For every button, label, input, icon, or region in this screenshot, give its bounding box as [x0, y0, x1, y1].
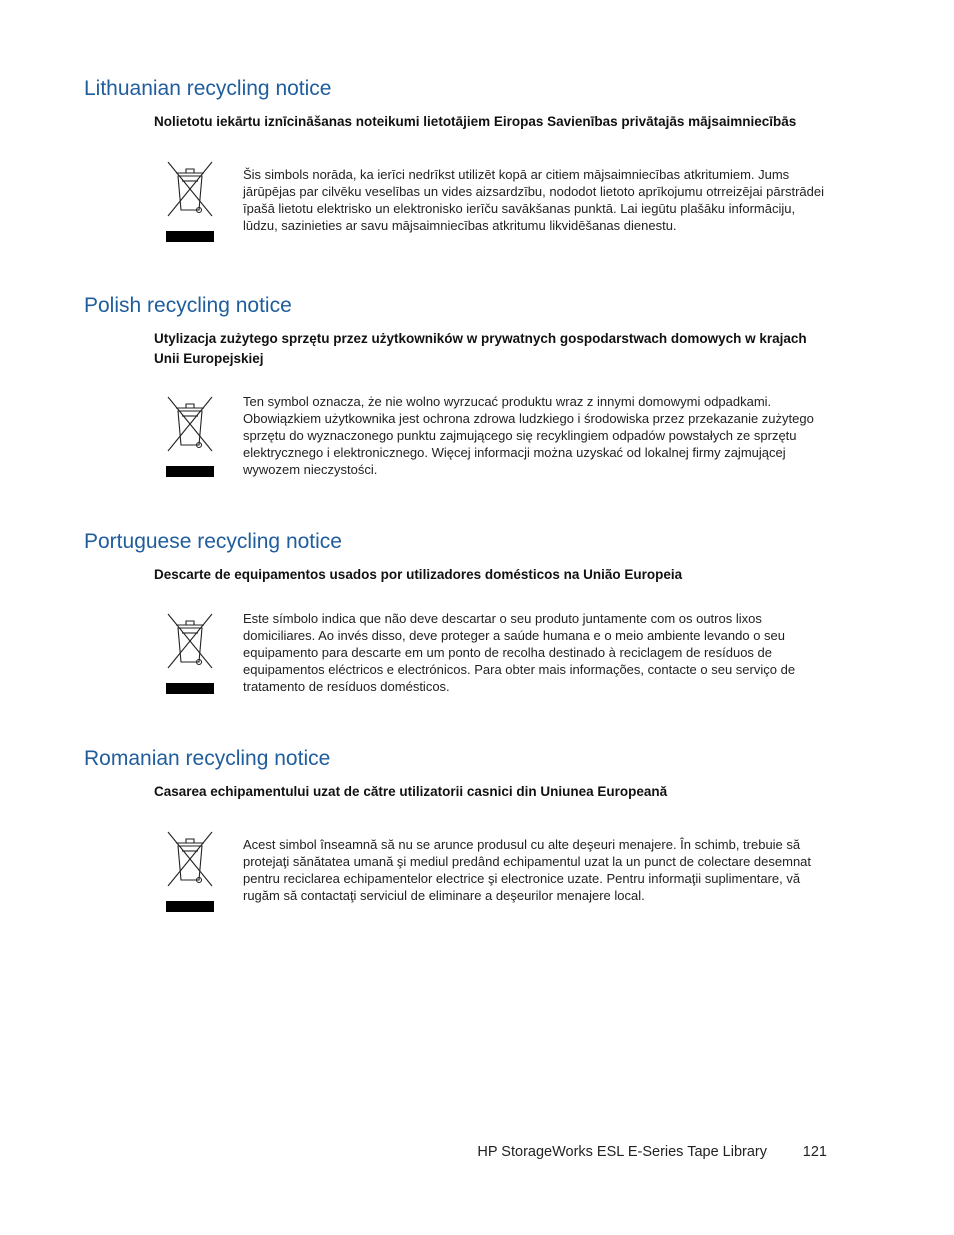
- weee-bin-icon: [166, 160, 214, 242]
- section-heading: Portuguese recycling notice: [84, 530, 342, 553]
- section-subheading: Descarte de equipamentos usados por utilizadores domésticos na União Europeia: [154, 567, 683, 582]
- section-subheading: Casarea echipamentului uzat de către utilizatorii casnici din Uniunea Europeană: [154, 784, 668, 799]
- section-body: Šis simbols norāda, ka ierīci nedrīkst utilizēt kopā ar citiem mājsaimniecības atkritumiem. Jums jārūpējas par cilvēku veselības un vides aizsardzību, nododot lietoto aprīkojumu otrreizējai pārstrādei īpašā lietotu elektrisko un elektronisko ierīču savākšanas punktā. Lai iegūtu plašāku informāciju, lūdzu, sazinieties ar savu mājsaimniecības atkritumu likvidēšanas dienestu.: [243, 167, 824, 233]
- section-body: Este símbolo indica que não deve descartar o seu produto juntamente com os outros lixos domiciliares. Ao invés disso, deve proteger a saúde humana e o meio ambiente levando o seu equipamento para descarte em um ponto de recolha destinado à reciclagem de resíduos de equipamentos eléctricos e electrónicos. Para obter mais informações, contacte o seu serviço de tratamento de resíduos domésticos.: [243, 611, 796, 694]
- page-number: 121: [802, 1144, 827, 1160]
- section-body: Acest simbol înseamnă să nu se arunce produsul cu alte deşeuri menajere. În schimb, trebuie să protejaţi sănătatea umană şi mediul predând echipamentul uzat la un punct de colectare desemnat pentru reciclarea echipamentelor electrice şi electronice uzate. Pentru informaţii suplimentare, vă rugăm să contactaţi serviciul de eliminare a deşeurilor menajere local.: [243, 837, 812, 903]
- weee-bin-icon: [166, 612, 214, 694]
- page-footer: [0, 1144, 954, 1164]
- section-heading: Polish recycling notice: [84, 294, 292, 317]
- weee-bin-icon: [166, 395, 214, 477]
- footer-doc-title: HP StorageWorks ESL E-Series Tape Library: [477, 1144, 767, 1160]
- weee-bin-icon: [166, 830, 214, 912]
- section-heading: Lithuanian recycling notice: [84, 77, 332, 100]
- section-heading: Romanian recycling notice: [84, 747, 331, 770]
- section-subheading: Nolietotu iekārtu iznīcināšanas noteikumi lietotājiem Eiropas Savienības privātajās mājsaimniecībās: [154, 114, 797, 129]
- section-body: Ten symbol oznacza, że nie wolno wyrzucać produktu wraz z innymi domowymi odpadkami. Obowiązkiem użytkownika jest ochrona zdrowa ludzkiego i środowiska przez przekazanie zużytego sprzętu do wyznaczonego punktu zajmującego się recyklingiem odpadów powstałych ze sprzętu elektrycznego i elektronicznego. Więcej informacji można uzyskać od lokalnej firmy zajmującej wywozem nieczystości.: [243, 394, 814, 477]
- section-subheading: Utylizacja zużytego sprzętu przez użytkowników w prywatnych gospodarstwach domowych w krajach Unii Europejskiej: [154, 331, 807, 366]
